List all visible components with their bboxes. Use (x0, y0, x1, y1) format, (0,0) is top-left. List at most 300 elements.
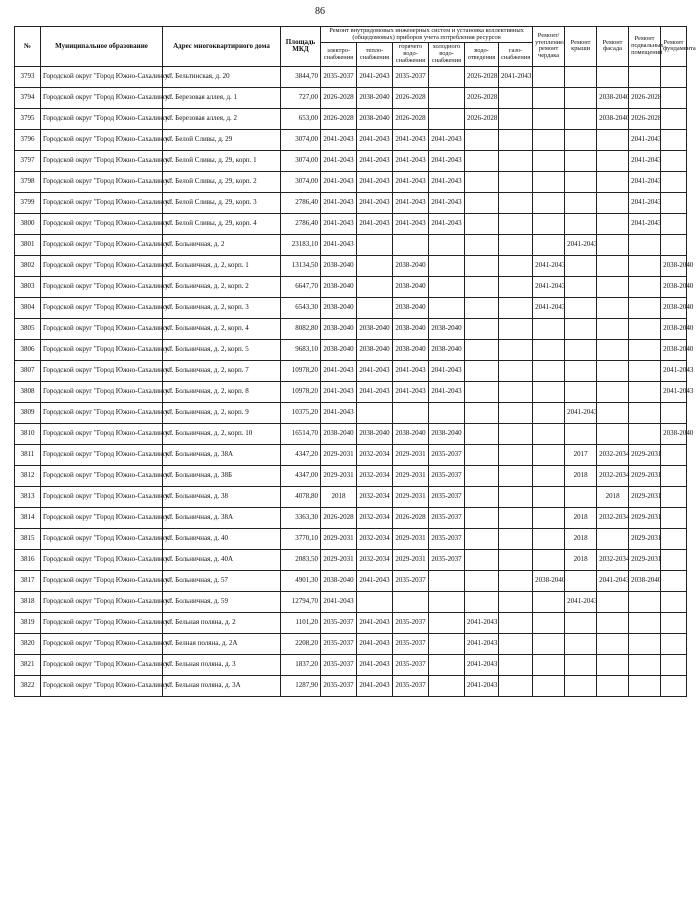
row-heating (357, 297, 393, 318)
row-number: 3814 (15, 507, 41, 528)
row-municipality: Городской округ "Город Южно-Сахалинск" (41, 633, 163, 654)
row-hot-water: 2041-2043 (393, 213, 429, 234)
row-area: 4347,00 (281, 465, 321, 486)
row-number: 3811 (15, 444, 41, 465)
row-heating: 2032-2034 (357, 549, 393, 570)
row-address: ул. Бельтинская, д. 20 (163, 66, 281, 87)
table-row (15, 570, 687, 591)
row-roof (565, 339, 597, 360)
row-municipality: Городской округ "Город Южно-Сахалинск" (41, 192, 163, 213)
row-municipality: Городской округ "Город Южно-Сахалинск" (41, 87, 163, 108)
row-roof (565, 675, 597, 696)
row-gas (499, 276, 533, 297)
row-address: ул. Больничная, д. 2, корп. 1 (163, 255, 281, 276)
row-attic (533, 360, 565, 381)
row-electricity: 2018 (321, 486, 357, 507)
row-hot-water: 2035-2037 (393, 654, 429, 675)
row-roof (565, 255, 597, 276)
row-number: 3819 (15, 612, 41, 633)
row-address: ул. Больничная, д. 2, корп. 4 (163, 318, 281, 339)
header-electricity: электро-снабжения (321, 43, 357, 66)
row-hot-water: 2041-2043 (393, 192, 429, 213)
row-hot-water: 2035-2037 (393, 66, 429, 87)
row-attic: 2041-2043 (533, 255, 565, 276)
row-municipality: Городской округ "Город Южно-Сахалинск" (41, 570, 163, 591)
header-foundation: Ремонт фундамента (661, 27, 687, 67)
row-gas (499, 129, 533, 150)
row-heating: 2041-2043 (357, 612, 393, 633)
table-row (15, 549, 687, 570)
row-area: 10978,20 (281, 381, 321, 402)
row-address: ул. Больничная, д. 59 (163, 591, 281, 612)
row-area: 23183,10 (281, 234, 321, 255)
row-municipality: Городской округ "Город Южно-Сахалинск" (41, 150, 163, 171)
row-attic (533, 486, 565, 507)
row-attic (533, 87, 565, 108)
row-electricity: 2038-2040 (321, 255, 357, 276)
row-area: 1101,20 (281, 612, 321, 633)
row-roof (565, 66, 597, 87)
row-hot-water: 2038-2040 (393, 297, 429, 318)
row-facade (597, 234, 629, 255)
row-number: 3795 (15, 108, 41, 129)
row-roof (565, 423, 597, 444)
row-gas (499, 486, 533, 507)
row-attic: 2041-2043 (533, 297, 565, 318)
row-municipality: Городской округ "Город Южно-Сахалинск" (41, 381, 163, 402)
row-hot-water: 2038-2040 (393, 255, 429, 276)
row-foundation: 2038-2040 (661, 318, 687, 339)
row-area: 1837,20 (281, 654, 321, 675)
header-cold-water: холодного водо-снабжения (429, 43, 465, 66)
row-basement (629, 66, 661, 87)
row-water-disposal (465, 528, 499, 549)
row-attic (533, 108, 565, 129)
row-facade (597, 150, 629, 171)
table-row (15, 339, 687, 360)
row-cold-water (429, 66, 465, 87)
table-row (15, 423, 687, 444)
row-hot-water: 2026-2028 (393, 507, 429, 528)
table-row (15, 192, 687, 213)
row-address: ул. Больничная, д. 57 (163, 570, 281, 591)
row-roof (565, 213, 597, 234)
row-municipality: Городской округ "Город Южно-Сахалинск" (41, 360, 163, 381)
row-basement (629, 675, 661, 696)
row-number: 3805 (15, 318, 41, 339)
table-row (15, 402, 687, 423)
row-facade (597, 297, 629, 318)
header-heating: тепло-снабжения (357, 43, 393, 66)
row-cold-water: 2038-2040 (429, 318, 465, 339)
row-address: ул. Белой Сливы, д. 29, корп. 1 (163, 150, 281, 171)
row-electricity: 2029-2031 (321, 444, 357, 465)
row-attic (533, 675, 565, 696)
row-address: ул. Больничная, д. 2, корп. 10 (163, 423, 281, 444)
row-cold-water (429, 612, 465, 633)
row-area: 2083,50 (281, 549, 321, 570)
row-electricity: 2026-2028 (321, 507, 357, 528)
row-attic (533, 507, 565, 528)
row-address: ул. Березовая аллея, д. 1 (163, 87, 281, 108)
row-heating: 2038-2040 (357, 108, 393, 129)
row-number: 3798 (15, 171, 41, 192)
row-roof (565, 171, 597, 192)
row-cold-water: 2041-2043 (429, 150, 465, 171)
row-gas (499, 108, 533, 129)
row-basement (629, 612, 661, 633)
row-hot-water: 2029-2031 (393, 465, 429, 486)
row-facade: 2038-2040 (597, 108, 629, 129)
row-foundation (661, 675, 687, 696)
row-heating: 2032-2034 (357, 444, 393, 465)
row-basement (629, 591, 661, 612)
row-area: 727,00 (281, 87, 321, 108)
row-heating: 2041-2043 (357, 654, 393, 675)
row-cold-water (429, 675, 465, 696)
row-water-disposal (465, 213, 499, 234)
row-hot-water: 2029-2031 (393, 444, 429, 465)
row-heating: 2041-2043 (357, 381, 393, 402)
table-row (15, 150, 687, 171)
row-attic (533, 633, 565, 654)
row-foundation (661, 213, 687, 234)
row-electricity: 2038-2040 (321, 318, 357, 339)
row-area: 3074,00 (281, 129, 321, 150)
row-roof (565, 297, 597, 318)
row-roof: 2018 (565, 465, 597, 486)
row-municipality: Городской округ "Город Южно-Сахалинск" (41, 612, 163, 633)
row-municipality: Городской округ "Город Южно-Сахалинск" (41, 66, 163, 87)
row-cold-water: 2041-2043 (429, 171, 465, 192)
row-basement: 2029-2031 (629, 528, 661, 549)
row-basement (629, 318, 661, 339)
row-number: 3797 (15, 150, 41, 171)
row-address: ул. Больничная, д. 38 (163, 486, 281, 507)
row-area: 16514,70 (281, 423, 321, 444)
row-attic (533, 612, 565, 633)
row-heating: 2032-2034 (357, 528, 393, 549)
row-water-disposal (465, 129, 499, 150)
row-municipality: Городской округ "Город Южно-Сахалинск" (41, 297, 163, 318)
row-water-disposal (465, 150, 499, 171)
row-facade: 2041-2043 (597, 570, 629, 591)
row-foundation (661, 192, 687, 213)
row-facade: 2032-2034 (597, 507, 629, 528)
row-number: 3801 (15, 234, 41, 255)
header-row-group (15, 27, 687, 43)
row-cold-water: 2035-2037 (429, 507, 465, 528)
row-basement: 2041-2043 (629, 213, 661, 234)
table-body (15, 66, 694, 696)
row-water-disposal (465, 444, 499, 465)
table-row (15, 381, 687, 402)
row-hot-water: 2026-2028 (393, 108, 429, 129)
table-row (15, 255, 687, 276)
row-number: 3821 (15, 654, 41, 675)
row-hot-water: 2038-2040 (393, 276, 429, 297)
row-facade (597, 423, 629, 444)
table-row (15, 276, 687, 297)
row-cold-water: 2035-2037 (429, 465, 465, 486)
row-area: 2208,20 (281, 633, 321, 654)
row-municipality: Городской округ "Город Южно-Сахалинск" (41, 528, 163, 549)
row-foundation: 2041-2043 (661, 360, 687, 381)
row-cold-water (429, 570, 465, 591)
row-water-disposal: 2026-2028 (465, 108, 499, 129)
row-basement (629, 654, 661, 675)
row-attic: 2038-2040 (533, 570, 565, 591)
row-heating (357, 276, 393, 297)
row-heating (357, 255, 393, 276)
row-water-disposal: 2041-2043 (465, 612, 499, 633)
row-roof (565, 654, 597, 675)
row-hot-water: 2041-2043 (393, 360, 429, 381)
row-electricity: 2041-2043 (321, 591, 357, 612)
row-attic: 2041-2043 (533, 276, 565, 297)
row-electricity: 2038-2040 (321, 297, 357, 318)
row-basement (629, 339, 661, 360)
row-area: 8082,80 (281, 318, 321, 339)
row-address: ул. Больничная, д. 2, корп. 7 (163, 360, 281, 381)
row-address: ул. Бельная поляна, д. 3А (163, 675, 281, 696)
row-electricity: 2041-2043 (321, 213, 357, 234)
row-water-disposal (465, 465, 499, 486)
row-roof: 2041-2043 (565, 234, 597, 255)
row-heating: 2041-2043 (357, 675, 393, 696)
row-attic (533, 318, 565, 339)
row-foundation (661, 129, 687, 150)
row-heating: 2038-2040 (357, 87, 393, 108)
row-foundation (661, 654, 687, 675)
row-attic (533, 549, 565, 570)
row-water-disposal (465, 381, 499, 402)
row-address: ул. Больничная, д. 2, корп. 8 (163, 381, 281, 402)
row-water-disposal (465, 507, 499, 528)
row-gas (499, 507, 533, 528)
row-municipality: Городской округ "Город Южно-Сахалинск" (41, 654, 163, 675)
row-hot-water: 2026-2028 (393, 87, 429, 108)
row-area: 4901,30 (281, 570, 321, 591)
row-heating: 2038-2040 (357, 423, 393, 444)
row-electricity: 2041-2043 (321, 402, 357, 423)
row-number: 3804 (15, 297, 41, 318)
row-facade: 2032-2034 (597, 444, 629, 465)
row-facade (597, 360, 629, 381)
row-number: 3815 (15, 528, 41, 549)
row-water-disposal (465, 570, 499, 591)
row-roof (565, 318, 597, 339)
row-address: ул. Больничная, д. 38А (163, 507, 281, 528)
row-municipality: Городской округ "Город Южно-Сахалинск" (41, 276, 163, 297)
row-area: 12794,70 (281, 591, 321, 612)
row-attic (533, 213, 565, 234)
row-municipality: Городской округ "Город Южно-Сахалинск" (41, 402, 163, 423)
row-foundation (661, 528, 687, 549)
row-basement (629, 633, 661, 654)
row-gas (499, 87, 533, 108)
row-number: 3809 (15, 402, 41, 423)
row-hot-water: 2029-2031 (393, 486, 429, 507)
row-electricity: 2026-2028 (321, 87, 357, 108)
row-electricity: 2041-2043 (321, 381, 357, 402)
table-row (15, 465, 687, 486)
table-row (15, 444, 687, 465)
row-hot-water: 2035-2037 (393, 612, 429, 633)
row-foundation: 2038-2040 (661, 297, 687, 318)
row-municipality: Городской округ "Город Южно-Сахалинск" (41, 591, 163, 612)
row-gas (499, 612, 533, 633)
row-hot-water (393, 402, 429, 423)
row-municipality: Городской округ "Город Южно-Сахалинск" (41, 171, 163, 192)
row-address: ул. Больничная, д. 2, корп. 2 (163, 276, 281, 297)
row-area: 3363,30 (281, 507, 321, 528)
row-roof (565, 150, 597, 171)
row-gas (499, 234, 533, 255)
header-hot-water: горячего водо-снабжения (393, 43, 429, 66)
row-hot-water: 2038-2040 (393, 339, 429, 360)
page-number: 86 (315, 6, 325, 17)
row-cold-water (429, 87, 465, 108)
row-electricity: 2041-2043 (321, 171, 357, 192)
header-num: № (15, 27, 41, 67)
row-address: ул. Больничная, д. 2, корп. 3 (163, 297, 281, 318)
row-facade (597, 528, 629, 549)
row-foundation: 2038-2040 (661, 276, 687, 297)
row-roof: 2018 (565, 528, 597, 549)
row-municipality: Городской округ "Город Южно-Сахалинск" (41, 129, 163, 150)
row-attic (533, 465, 565, 486)
row-foundation: 2041-2043 (661, 381, 687, 402)
row-heating: 2041-2043 (357, 633, 393, 654)
row-area: 3074,00 (281, 171, 321, 192)
row-cold-water (429, 591, 465, 612)
row-address: ул. Белой Сливы, д. 29 (163, 129, 281, 150)
row-water-disposal (465, 318, 499, 339)
table-row (15, 213, 687, 234)
row-attic (533, 528, 565, 549)
table-row (15, 654, 687, 675)
row-hot-water: 2029-2031 (393, 549, 429, 570)
row-water-disposal (465, 255, 499, 276)
row-electricity: 2038-2040 (321, 570, 357, 591)
table-row (15, 528, 687, 549)
row-basement: 2041-2043 (629, 150, 661, 171)
row-area: 10978,20 (281, 360, 321, 381)
row-address: ул. Больничная, д. 2 (163, 234, 281, 255)
row-gas (499, 381, 533, 402)
table-row (15, 87, 687, 108)
row-number: 3816 (15, 549, 41, 570)
row-basement: 2029-2031 (629, 507, 661, 528)
row-basement: 2041-2043 (629, 192, 661, 213)
row-cold-water (429, 255, 465, 276)
row-heating: 2041-2043 (357, 192, 393, 213)
row-hot-water: 2035-2037 (393, 633, 429, 654)
row-address: ул. Больничная, д. 40А (163, 549, 281, 570)
table-row (15, 675, 687, 696)
row-heating: 2041-2043 (357, 150, 393, 171)
row-municipality: Городской округ "Город Южно-Сахалинск" (41, 213, 163, 234)
row-cold-water (429, 276, 465, 297)
row-number: 3803 (15, 276, 41, 297)
row-water-disposal (465, 297, 499, 318)
row-heating (357, 591, 393, 612)
row-facade (597, 276, 629, 297)
row-foundation (661, 444, 687, 465)
header-roof: Ремонт крыши (565, 27, 597, 67)
row-area: 3844,70 (281, 66, 321, 87)
row-address: ул. Больничная, д. 2, корп. 9 (163, 402, 281, 423)
row-attic (533, 150, 565, 171)
table-row (15, 318, 687, 339)
row-gas (499, 150, 533, 171)
row-address: ул. Больничная, д. 40 (163, 528, 281, 549)
row-number: 3796 (15, 129, 41, 150)
row-foundation: 2038-2040 (661, 255, 687, 276)
row-municipality: Городской округ "Город Южно-Сахалинск" (41, 423, 163, 444)
row-roof: 2018 (565, 549, 597, 570)
row-basement: 2029-2031 (629, 486, 661, 507)
row-number: 3799 (15, 192, 41, 213)
table-row (15, 129, 687, 150)
row-roof (565, 87, 597, 108)
row-electricity: 2026-2028 (321, 108, 357, 129)
row-address: ул. Белой Сливы, д. 29, корп. 3 (163, 192, 281, 213)
row-roof (565, 192, 597, 213)
row-cold-water (429, 633, 465, 654)
row-number: 3817 (15, 570, 41, 591)
row-attic (533, 591, 565, 612)
capital-repair-table (14, 26, 696, 697)
row-cold-water: 2038-2040 (429, 423, 465, 444)
row-municipality: Городской округ "Город Южно-Сахалинск" (41, 507, 163, 528)
row-water-disposal (465, 276, 499, 297)
row-municipality: Городской округ "Город Южно-Сахалинск" (41, 108, 163, 129)
row-heating: 2038-2040 (357, 339, 393, 360)
row-address: ул. Больничная, д. 2, корп. 5 (163, 339, 281, 360)
row-area: 3074,00 (281, 150, 321, 171)
header-area: Площадь МКД (281, 27, 321, 67)
header-mo: Муниципальное образование (41, 27, 163, 67)
header-facade: Ремонт фасада (597, 27, 629, 67)
row-gas (499, 444, 533, 465)
row-foundation (661, 66, 687, 87)
row-facade (597, 654, 629, 675)
row-electricity: 2041-2043 (321, 234, 357, 255)
row-electricity: 2029-2031 (321, 528, 357, 549)
table-row (15, 486, 687, 507)
row-cold-water (429, 108, 465, 129)
row-gas (499, 675, 533, 696)
row-foundation (661, 549, 687, 570)
row-facade (597, 318, 629, 339)
row-roof (565, 276, 597, 297)
row-gas (499, 633, 533, 654)
row-foundation (661, 234, 687, 255)
row-area: 4078,80 (281, 486, 321, 507)
row-gas (499, 255, 533, 276)
row-facade (597, 213, 629, 234)
row-hot-water: 2038-2040 (393, 318, 429, 339)
row-electricity: 2041-2043 (321, 150, 357, 171)
row-attic (533, 192, 565, 213)
row-cold-water: 2035-2037 (429, 549, 465, 570)
row-area: 6647,70 (281, 276, 321, 297)
row-attic (533, 129, 565, 150)
header-basement: Ремонт подвальных помещений (629, 27, 661, 67)
row-cold-water: 2038-2040 (429, 339, 465, 360)
